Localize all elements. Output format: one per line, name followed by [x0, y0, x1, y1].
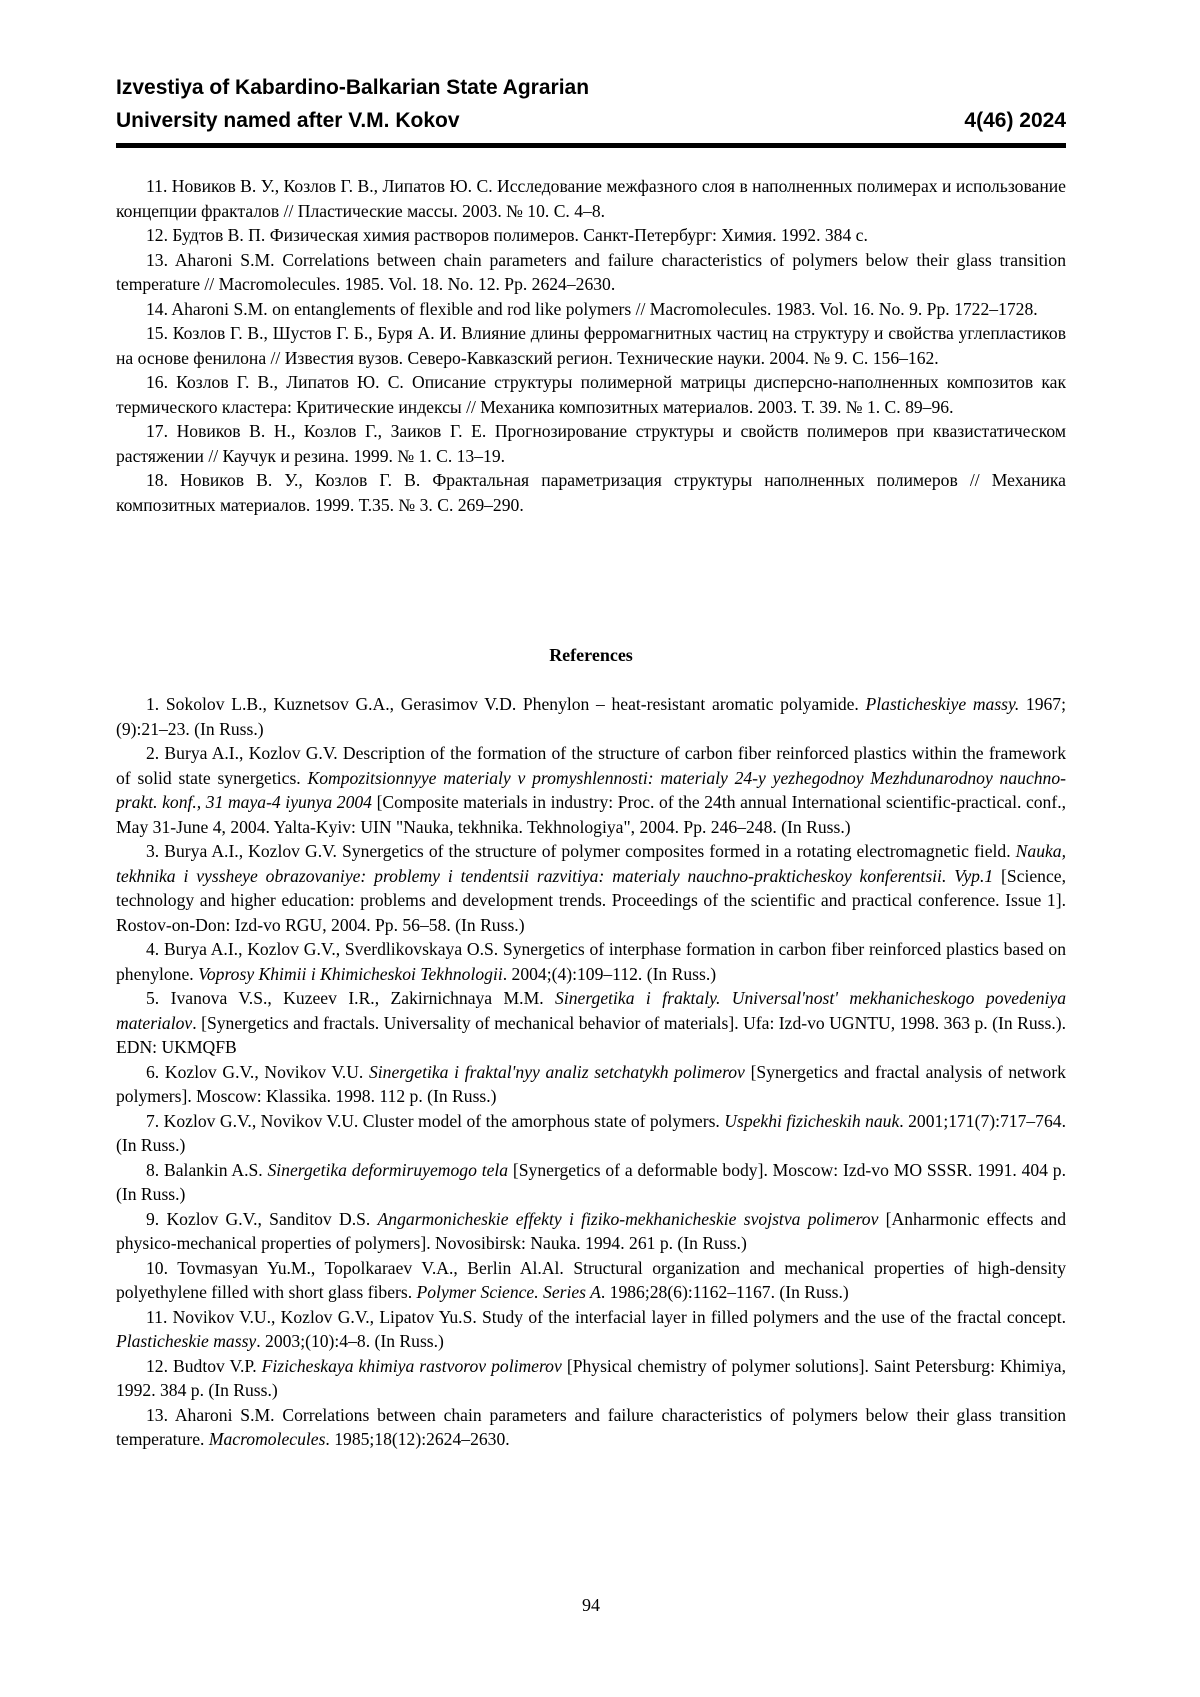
- reference-text: . 1986;28(6):1162–1167. (In Russ.): [601, 1282, 849, 1302]
- reference-item: [116, 1305, 1066, 1354]
- reference-text: 9. Kozlov G.V., Sanditov D.S.: [146, 1209, 378, 1229]
- reference-item: [116, 1403, 1066, 1452]
- reference-text: 12. Budtov V.P.: [146, 1356, 262, 1376]
- reference-item: [116, 937, 1066, 986]
- journal-title-line1: Izvestiya of Kabardino-Balkarian State Agrarian: [116, 74, 1066, 102]
- reference-text: 2. Burya A.I., Kozlov G.V. Description of the formation of the structure of carbon fiber reinforced plastics within the framework of solid state synergetics.: [116, 743, 1066, 788]
- reference-text: [Synergetics and fractal analysis of network polymers]. Moscow: Klassika. 1998. 112 p. (In Russ.): [116, 1062, 1066, 1107]
- reference-source: Sinergetika i fraktaly. Universal'nost' mekhanicheskogo povedeniya materialov: [116, 988, 1066, 1033]
- reference-text: 11. Novikov V.U., Kozlov G.V., Lipatov Yu.S. Study of the interfacial layer in filled polymers and the use of the fractal concept.: [146, 1307, 1066, 1327]
- reference-text: [Synergetics of a deformable body]. Moscow: Izd-vo MO SSSR. 1991. 404 p. (In Russ.): [116, 1160, 1066, 1205]
- reference-item: 13. Aharoni S.M. Correlations between chain parameters and failure characteristics of polymers below their glass transition temperature // Macromolecules. 1985. Vol. 18. No. 12. Pp. 2624–2630.: [116, 248, 1066, 297]
- reference-item: 18. Новиков В. У., Козлов Г. В. Фрактальная параметризация структуры наполненных полимеров // Механика композитных материалов. 1999. Т.35. № 3. С. 269–290.: [116, 468, 1066, 517]
- reference-text: 10. Tovmasyan Yu.M., Topolkaraev V.A., Berlin Al.Al. Structural organization and mechanical properties of high-density polyethylene filled with short glass fibers.: [116, 1258, 1066, 1303]
- header-rule: [116, 143, 1066, 148]
- reference-source: Sinergetika deformiruyemogo tela: [268, 1160, 509, 1180]
- reference-source: Sinergetika i fraktal'nyy analiz setchatykh polimerov: [369, 1062, 745, 1082]
- reference-text: . 2003;(10):4–8. (In Russ.): [256, 1331, 444, 1351]
- reference-source: Uspekhi fizicheskih nauk: [724, 1111, 899, 1131]
- english-reference-list: [116, 692, 1066, 1452]
- reference-text: [Anharmonic effects and physico-mechanical properties of polymers]. Novosibirsk: Nauka. 1994. 261 p. (In Russ.): [116, 1209, 1066, 1254]
- reference-text: 1967;(9):21–23. (In Russ.): [116, 694, 1066, 739]
- reference-item: [116, 839, 1066, 937]
- russian-reference-list: [116, 174, 1066, 517]
- reference-text: 4. Burya A.I., Kozlov G.V., Sverdlikovskaya O.S. Synergetics of interphase formation in carbon fiber reinforced plastics based on phenylone.: [116, 939, 1066, 984]
- reference-item: [116, 1158, 1066, 1207]
- reference-source: Fizicheskaya khimiya rastvorov polimerov: [262, 1356, 562, 1376]
- reference-item: [116, 1256, 1066, 1305]
- reference-text: [Physical chemistry of polymer solutions]. Saint Petersburg: Khimiya, 1992. 384 p. (In Russ.): [116, 1356, 1066, 1401]
- reference-source: Voprosy Khimii i Khimicheskoi Tekhnologii: [198, 964, 503, 984]
- reference-text: 3. Burya A.I., Kozlov G.V. Synergetics of the structure of polymer composites formed in a rotating electromagnetic field.: [146, 841, 1016, 861]
- reference-item: 16. Козлов Г. В., Липатов Ю. С. Описание структуры полимерной матрицы дисперсно-наполненных композитов как термического кластера: Критические индексы // Механика композитных материалов. 2003. Т. 39. № 1. С. 89–96.: [116, 370, 1066, 419]
- reference-text: 13. Aharoni S.M. Correlations between chain parameters and failure characteristics of polymers below their glass transition temperature.: [116, 1405, 1066, 1450]
- reference-text: . 2004;(4):109–112. (In Russ.): [503, 964, 716, 984]
- reference-item: [116, 1109, 1066, 1158]
- reference-item: 14. Aharoni S.M. on entanglements of flexible and rod like polymers // Macromolecules. 1983. Vol. 16. No. 9. Pp. 1722–1728.: [116, 297, 1066, 322]
- reference-item: 17. Новиков В. Н., Козлов Г., Заиков Г. Е. Прогнозирование структуры и свойств полимеров при квазистатическом растяжении // Каучук и резина. 1999. № 1. С. 13–19.: [116, 419, 1066, 468]
- reference-source: Plasticheskiye massy.: [866, 694, 1020, 714]
- reference-source: Polymer Science. Series A: [417, 1282, 601, 1302]
- reference-text: [Science, technology and higher education: problems and development trends. Proceedings of the scientific and practical conference. Issue 1]. Rostov-on-Don: Izd-vo RGU, 2004. Pp. 56–58. (In Russ.): [116, 866, 1066, 935]
- reference-item: 15. Козлов Г. В., Шустов Г. Б., Буря А. И. Влияние длины ферромагнитных частиц на структуру и свойства углепластиков на основе фенилона // Известия вузов. Северо-Кавказский регион. Технические науки. 2004. № 9. С. 156–162.: [116, 321, 1066, 370]
- reference-text: 5. Ivanova V.S., Kuzeev I.R., Zakirnichnaya M.M.: [146, 988, 555, 1008]
- journal-title-line2: [116, 107, 1066, 135]
- reference-source: Macromolecules: [209, 1429, 326, 1449]
- reference-source: Kompozitsionnyye materialy v promyshlennosti: materialy 24-y yezhegodnoy Mezhdunarodnoy nauchno-prakt. konf., 31 maya-4 iyunya 2004: [116, 768, 1066, 813]
- reference-item: [116, 1060, 1066, 1109]
- page-number: 94: [116, 1593, 1066, 1617]
- reference-item: [116, 1354, 1066, 1403]
- reference-item: [116, 986, 1066, 1060]
- reference-text: [Composite materials in industry: Proc. of the 24th annual International scientific-practical. conf., May 31-June 4, 2004. Yalta-Kyiv: UIN "Nauka, tekhnika. Tekhnologiya", 2004. Pp. 246–248. (In Russ.): [116, 792, 1066, 837]
- reference-text: 7. Kozlov G.V., Novikov V.U. Cluster model of the amorphous state of polymers.: [146, 1111, 724, 1131]
- issue-number: 4(46) 2024: [964, 107, 1066, 135]
- reference-item: 12. Будтов В. П. Физическая химия растворов полимеров. Санкт-Петербург: Химия. 1992. 384 с.: [116, 223, 1066, 248]
- reference-item: [116, 1207, 1066, 1256]
- journal-title-line2-text: University named after V.M. Kokov: [116, 109, 460, 132]
- reference-text: 6. Kozlov G.V., Novikov V.U.: [146, 1062, 369, 1082]
- reference-text: 1. Sokolov L.B., Kuznetsov G.A., Gerasimov V.D. Phenylon – heat-resistant aromatic polyamide.: [146, 694, 866, 714]
- reference-text: . 1985;18(12):2624–2630.: [325, 1429, 509, 1449]
- reference-item: [116, 692, 1066, 741]
- reference-item: 11. Новиков В. У., Козлов Г. В., Липатов Ю. С. Исследование межфазного слоя в наполненных полимерах и использование концепции фракталов // Пластические массы. 2003. № 10. С. 4–8.: [116, 174, 1066, 223]
- reference-source: Nauka, tekhnika i vyssheye obrazovaniye: problemy i tendentsii razvitiya: materialy nauchno-prakticheskoy konferentsii. Vyp.1: [116, 841, 1066, 886]
- references-heading: References: [116, 643, 1066, 667]
- reference-item: [116, 741, 1066, 839]
- reference-text: . 2001;171(7):717–764. (In Russ.): [116, 1111, 1066, 1156]
- reference-text: 8. Balankin A.S.: [146, 1160, 268, 1180]
- reference-source: Plasticheskie massy: [116, 1331, 256, 1351]
- reference-source: Angarmonicheskie effekty i fiziko-mekhanicheskie svojstva polimerov: [378, 1209, 879, 1229]
- reference-text: . [Synergetics and fractals. Universality of mechanical behavior of materials]. Ufa: Izd-vo UGNTU, 1998. 363 p. (In Russ.). EDN: UKMQFB: [116, 1013, 1066, 1058]
- document-page: [0, 0, 1200, 1697]
